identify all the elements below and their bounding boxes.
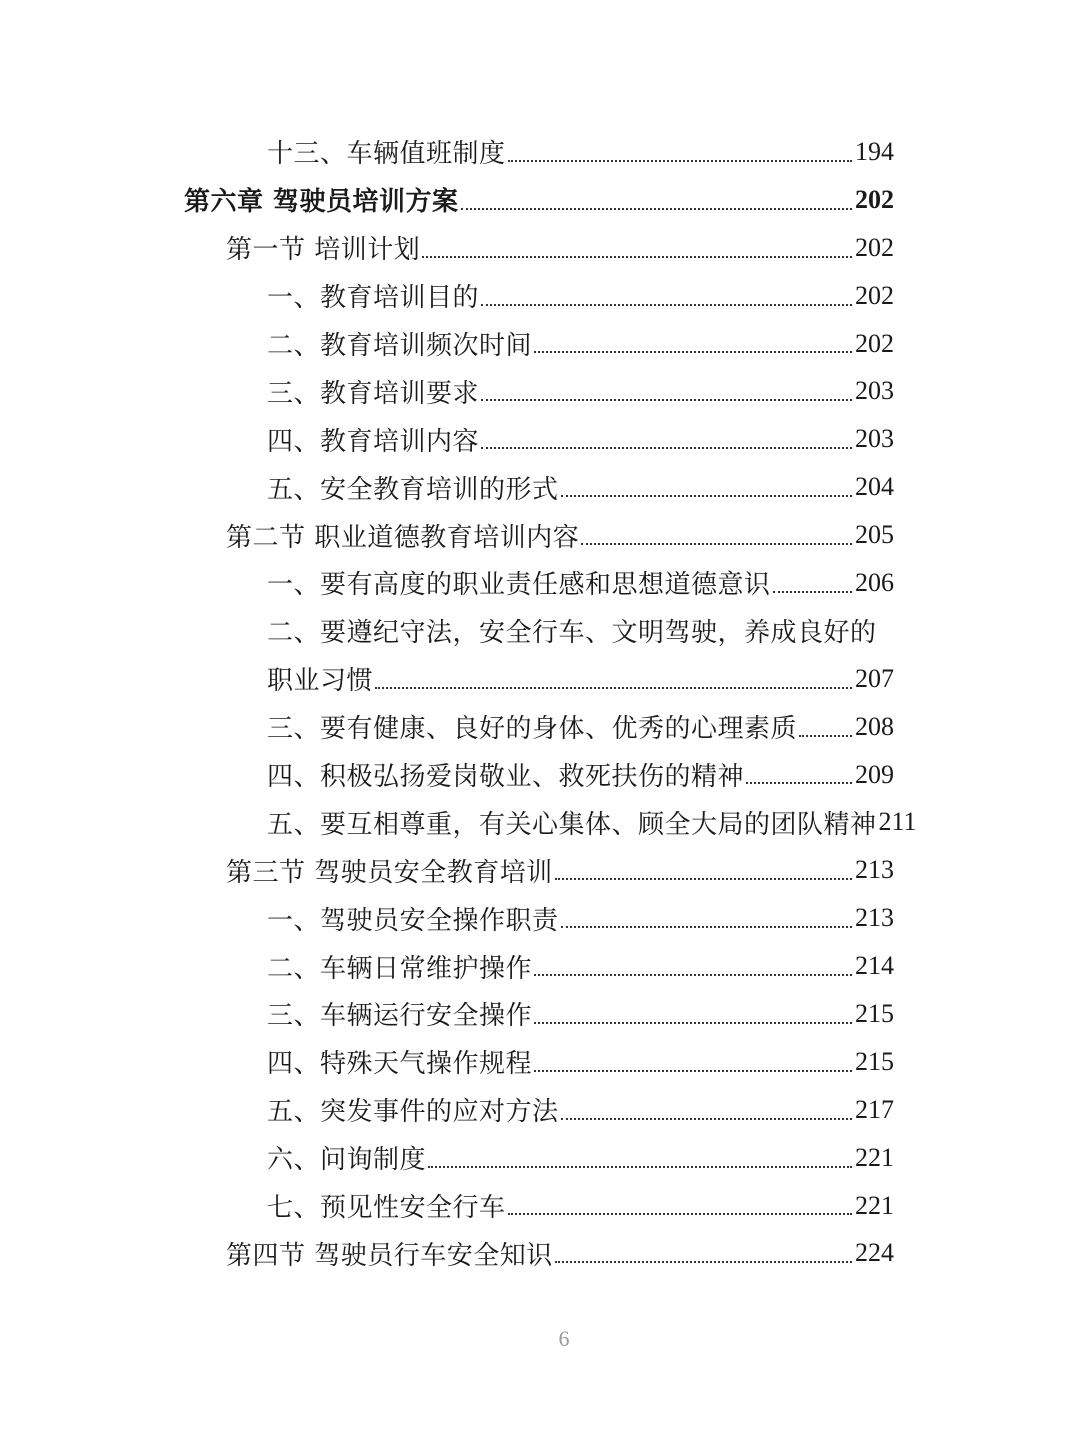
toc-entry-page: 213 bbox=[855, 903, 894, 933]
toc-entry-page: 204 bbox=[855, 472, 894, 502]
dot-leader bbox=[375, 687, 852, 689]
toc-entry-title: 二、教育培训频次时间 bbox=[267, 331, 533, 361]
toc-entry-title: 七、预见性安全行车 bbox=[267, 1193, 506, 1224]
toc-entry-page: 202 bbox=[855, 328, 894, 358]
toc-entry-title: 四、特殊天气操作规程 bbox=[267, 1049, 533, 1080]
dot-leader bbox=[461, 208, 852, 210]
toc-entry-title: 三、要有健康、良好的身体、优秀的心理素质 bbox=[267, 714, 798, 745]
toc-entry-title: 一、要有高度的职业责任感和思想道德意识 bbox=[267, 570, 771, 601]
toc-entry-page: 202 bbox=[855, 232, 894, 262]
toc-entry[interactable] bbox=[0, 415, 894, 463]
toc-entry[interactable] bbox=[0, 942, 894, 990]
toc-entry-page: 205 bbox=[855, 520, 894, 550]
toc-entry[interactable] bbox=[0, 559, 894, 607]
toc-entry-title: 五、突发事件的应对方法 bbox=[267, 1097, 559, 1128]
toc-entry-page: 215 bbox=[855, 1046, 894, 1076]
toc-entry-title: 第六章 驾驶员培训方案 bbox=[184, 187, 459, 218]
toc-entry-page: 215 bbox=[855, 998, 894, 1028]
toc-section[interactable] bbox=[0, 224, 894, 272]
toc-entry[interactable] bbox=[0, 1134, 894, 1182]
toc-entry-page: 211 bbox=[878, 807, 917, 837]
toc-entry-title: 十三、车辆值班制度 bbox=[267, 139, 506, 170]
dot-leader bbox=[428, 1166, 852, 1168]
dot-leader bbox=[534, 1022, 852, 1024]
toc-entry-continuation[interactable] bbox=[0, 655, 894, 703]
dot-leader bbox=[534, 1070, 852, 1072]
dot-leader bbox=[508, 160, 852, 162]
toc-entry[interactable] bbox=[0, 272, 894, 320]
dot-leader bbox=[481, 447, 852, 449]
dot-leader bbox=[799, 735, 852, 737]
toc-entry[interactable] bbox=[0, 894, 894, 942]
dot-leader bbox=[481, 399, 852, 401]
dot-leader bbox=[561, 926, 852, 928]
toc-entry-page: 209 bbox=[855, 759, 894, 789]
toc-chapter[interactable] bbox=[0, 176, 894, 224]
toc-entry-page: 202 bbox=[855, 184, 894, 214]
toc-entry-page: 214 bbox=[855, 951, 894, 981]
dot-leader bbox=[422, 256, 852, 258]
toc-entry-page: 208 bbox=[855, 711, 894, 741]
dot-leader bbox=[481, 304, 852, 306]
dot-leader bbox=[555, 1261, 852, 1263]
toc-entry-title: 三、车辆运行安全操作 bbox=[267, 1001, 533, 1032]
toc-entry-page: 206 bbox=[855, 567, 894, 597]
toc-entry-title: 第三节 驾驶员安全教育培训 bbox=[226, 857, 553, 888]
toc-entry-wrapped[interactable] bbox=[0, 607, 894, 655]
toc-entry-title: 四、积极弘扬爱岗敬业、救死扶伤的精神 bbox=[267, 762, 745, 793]
toc-entry-page: 202 bbox=[855, 280, 894, 310]
toc-entry-page: 194 bbox=[855, 136, 894, 166]
table-of-contents bbox=[0, 128, 1080, 1277]
toc-entry-title: 五、安全教育培训的形式 bbox=[267, 474, 559, 505]
toc-entry-page: 221 bbox=[855, 1190, 894, 1220]
dot-leader bbox=[534, 351, 852, 353]
toc-entry-page: 221 bbox=[855, 1142, 894, 1172]
toc-entry-page: 213 bbox=[855, 855, 894, 885]
toc-entry[interactable] bbox=[0, 703, 894, 751]
toc-entry-title: 第四节 驾驶员行车安全知识 bbox=[226, 1240, 553, 1271]
toc-section[interactable] bbox=[0, 846, 894, 894]
toc-entry-page: 203 bbox=[855, 424, 894, 454]
page-number: 6 bbox=[558, 1326, 570, 1351]
toc-entry-title: 职业习惯 bbox=[267, 666, 374, 697]
toc-entry-title: 二、车辆日常维护操作 bbox=[267, 953, 533, 984]
dot-leader bbox=[581, 543, 852, 545]
dot-leader bbox=[561, 495, 852, 497]
toc-entry-title: 四、教育培训内容 bbox=[267, 426, 480, 457]
toc-entry[interactable] bbox=[0, 463, 894, 511]
toc-entry[interactable] bbox=[0, 1038, 894, 1086]
toc-section[interactable] bbox=[0, 1229, 894, 1277]
toc-entry[interactable] bbox=[0, 751, 894, 799]
toc-entry-title: 第二节 职业道德教育培训内容 bbox=[226, 522, 580, 553]
toc-entry[interactable] bbox=[0, 1086, 894, 1134]
toc-entry-title: 三、教育培训要求 bbox=[267, 378, 480, 409]
toc-entry-page: 207 bbox=[855, 663, 894, 693]
toc-entry-page: 203 bbox=[855, 376, 894, 406]
toc-entry-title: 第一节 培训计划 bbox=[226, 235, 421, 266]
toc-entry-title: 一、教育培训目的 bbox=[267, 283, 480, 314]
toc-entry-title: 六、问询制度 bbox=[267, 1145, 427, 1176]
dot-leader bbox=[561, 1118, 852, 1120]
toc-entry[interactable] bbox=[0, 990, 894, 1038]
toc-entry-title: 二、要遵纪守法，安全行车、文明驾驶，养成良好的 bbox=[267, 618, 877, 649]
toc-entry-title: 五、要互相尊重，有关心集体、顾全大局的团队精神 bbox=[267, 809, 877, 840]
toc-entry-page: 217 bbox=[855, 1094, 894, 1124]
toc-entry[interactable] bbox=[0, 798, 928, 846]
dot-leader bbox=[508, 1213, 852, 1215]
toc-entry-title: 一、驾驶员安全操作职责 bbox=[267, 905, 559, 936]
dot-leader bbox=[534, 974, 852, 976]
dot-leader bbox=[555, 878, 852, 880]
dot-leader bbox=[773, 591, 852, 593]
toc-entry-page: 224 bbox=[855, 1238, 894, 1268]
toc-entry[interactable] bbox=[0, 320, 894, 368]
toc-entry[interactable] bbox=[0, 1182, 894, 1230]
toc-entry[interactable] bbox=[0, 128, 894, 176]
toc-entry[interactable] bbox=[0, 367, 894, 415]
toc-section[interactable] bbox=[0, 511, 894, 559]
dot-leader bbox=[746, 782, 852, 784]
